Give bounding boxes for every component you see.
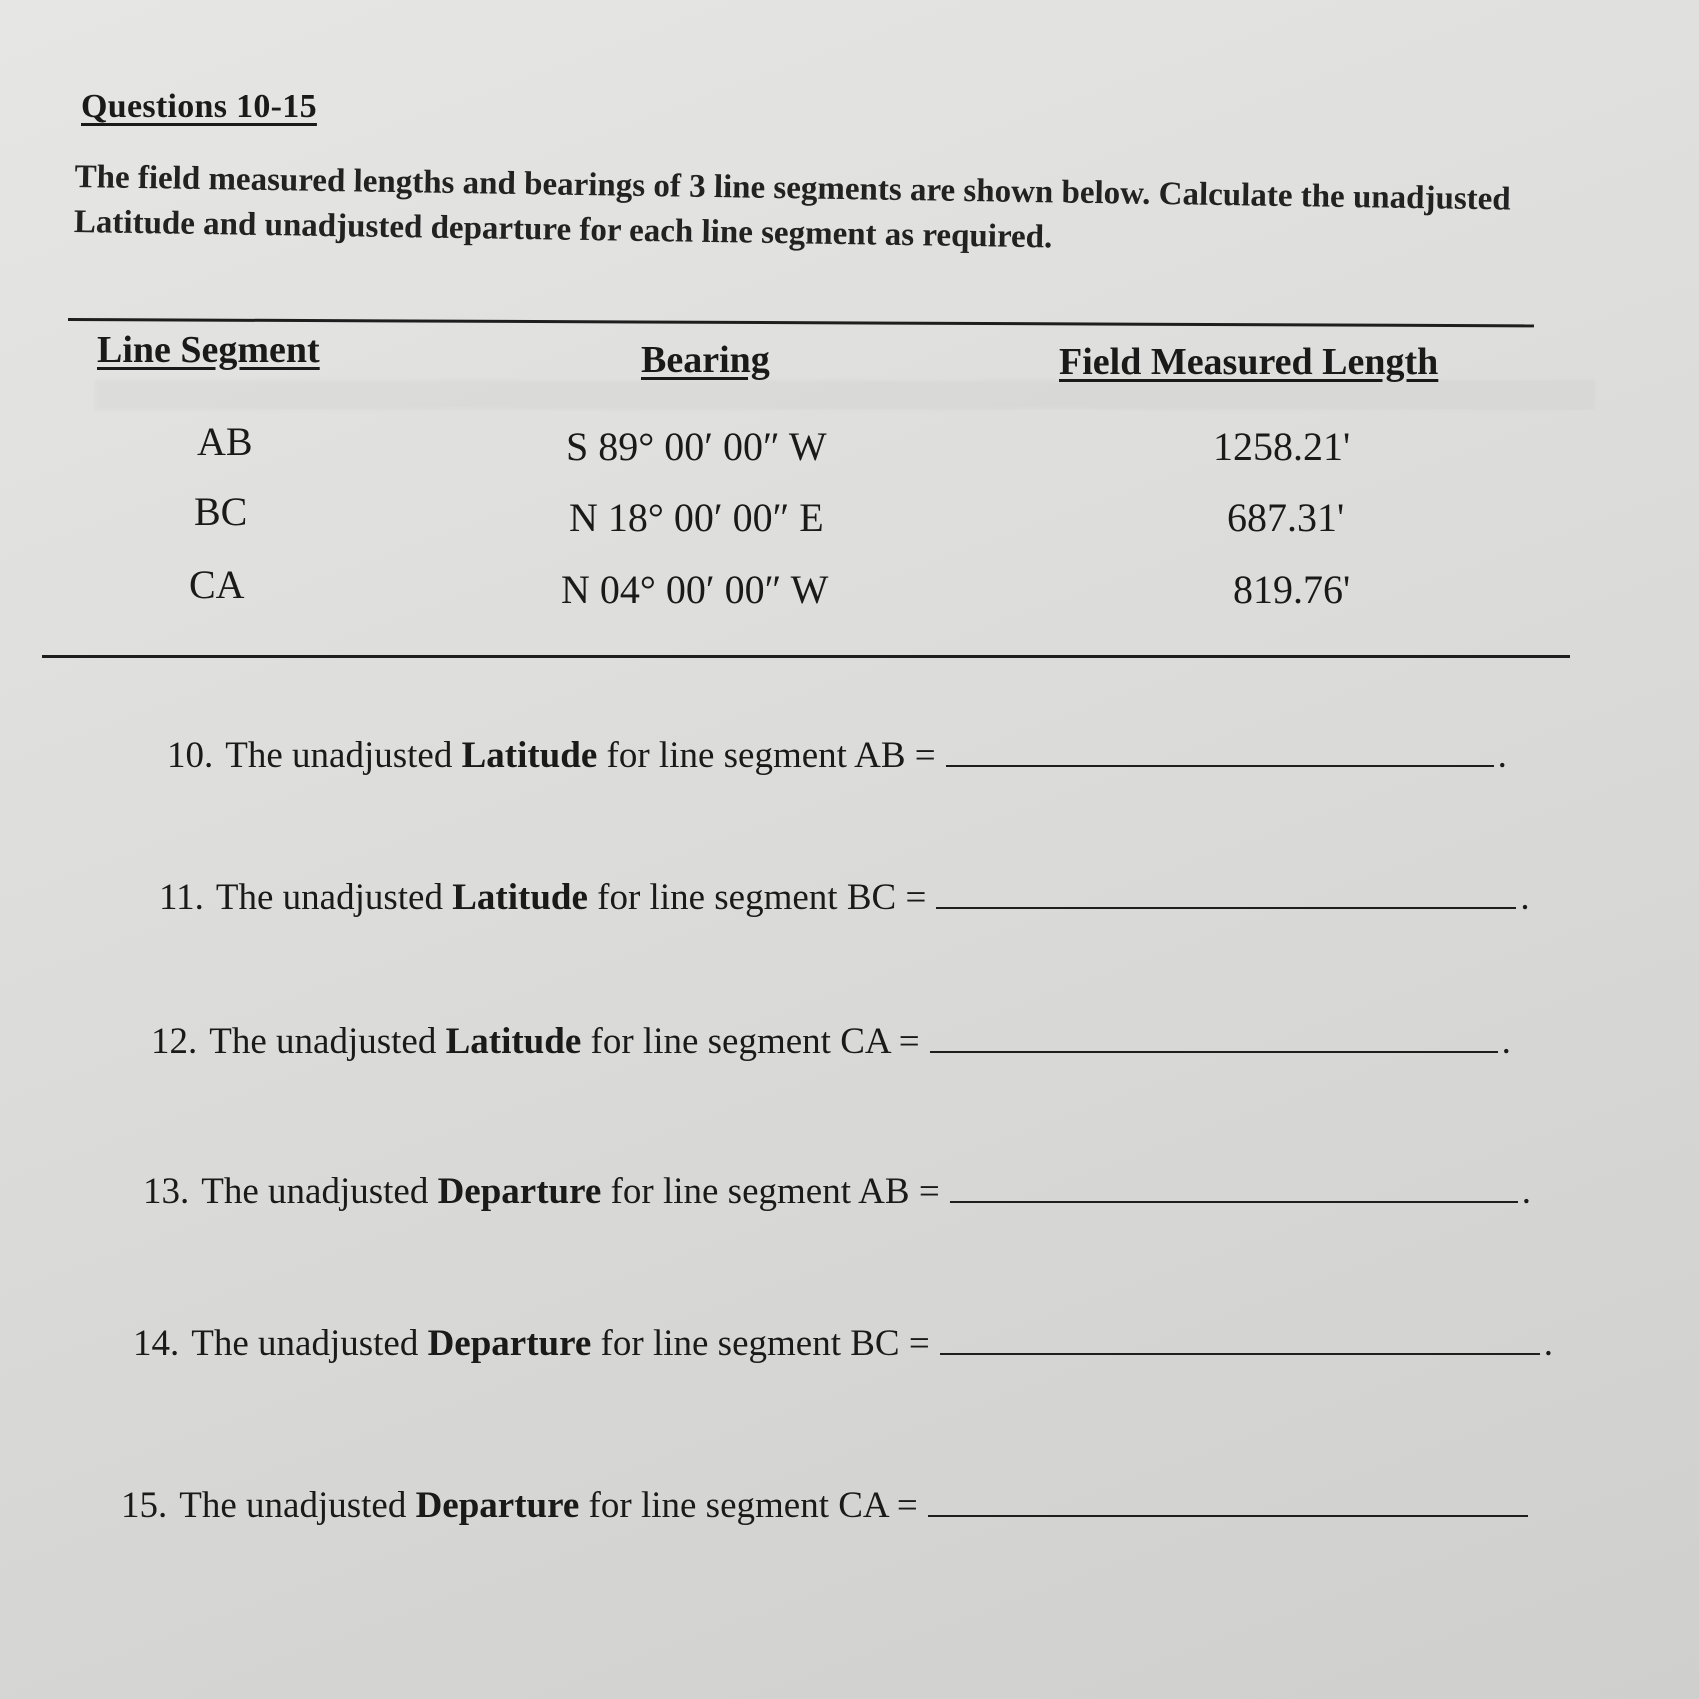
question-12	[151, 1020, 1511, 1063]
page-title: Questions 10-15	[81, 88, 317, 125]
answer-blank-12[interactable]	[930, 1031, 1498, 1053]
bleed-through	[95, 380, 1595, 410]
period: .	[1497, 735, 1507, 776]
row-ab-bearing: S 89° 00′ 00″ W	[566, 424, 827, 469]
question-keyword: Departure	[437, 1171, 602, 1212]
question-text-pre: The unadjusted	[225, 735, 453, 776]
answer-blank-15[interactable]	[928, 1495, 1528, 1517]
question-text-pre: The unadjusted	[215, 877, 443, 918]
header-field-measured-length: Field Measured Length	[1059, 341, 1439, 383]
question-13	[143, 1170, 1531, 1213]
question-text-post: for line segment AB =	[610, 1171, 940, 1212]
question-10	[167, 734, 1507, 777]
question-text-pre: The unadjusted	[191, 1323, 419, 1364]
answer-blank-10[interactable]	[946, 745, 1494, 767]
row-bc-segment: BC	[194, 489, 248, 534]
question-keyword: Latitude	[452, 877, 588, 918]
question-number: 12.	[151, 1021, 198, 1062]
question-text-pre: The unadjusted	[209, 1021, 437, 1062]
answer-blank-11[interactable]	[936, 887, 1516, 909]
question-text-post: for line segment BC =	[597, 877, 927, 918]
table-top-rule	[68, 318, 1534, 327]
row-bc-length: 687.31'	[1227, 495, 1345, 540]
question-text-post: for line segment BC =	[600, 1323, 930, 1364]
row-ab-length: 1258.21'	[1213, 424, 1351, 469]
question-text-post: for line segment CA =	[590, 1021, 920, 1062]
table-bottom-rule	[42, 655, 1570, 658]
question-number: 11.	[159, 877, 204, 918]
row-bc-bearing: N 18° 00′ 00″ E	[569, 495, 824, 540]
period: .	[1520, 877, 1530, 918]
header-line-segment: Line Segment	[97, 329, 320, 371]
question-11	[159, 876, 1530, 919]
question-keyword: Latitude	[461, 735, 598, 776]
instructions-text: The field measured lengths and bearings of 3 line segments are shown below. Calculate the unadjusted Latitude and unadjusted departure for each line segment as required.	[73, 158, 1511, 256]
question-text-pre: The unadjusted	[201, 1171, 429, 1212]
question-keyword: Departure	[427, 1323, 592, 1364]
question-15	[121, 1484, 1528, 1527]
period: .	[1543, 1323, 1553, 1364]
question-number: 15.	[121, 1485, 168, 1526]
question-number: 14.	[133, 1323, 180, 1364]
period: .	[1521, 1171, 1531, 1212]
question-14	[133, 1322, 1553, 1365]
question-text-post: for line segment AB =	[606, 735, 936, 776]
question-keyword: Departure	[415, 1485, 580, 1526]
question-keyword: Latitude	[445, 1021, 582, 1062]
question-text-post: for line segment CA =	[588, 1485, 918, 1526]
header-bearing: Bearing	[641, 339, 770, 381]
question-text-pre: The unadjusted	[179, 1485, 407, 1526]
question-number: 13.	[143, 1171, 190, 1212]
answer-blank-13[interactable]	[950, 1181, 1518, 1203]
period: .	[1501, 1021, 1511, 1062]
question-number: 10.	[167, 735, 214, 776]
answer-blank-14[interactable]	[940, 1333, 1540, 1355]
row-ca-bearing: N 04° 00′ 00″ W	[561, 567, 829, 612]
row-ab-segment: AB	[197, 419, 253, 464]
row-ca-length: 819.76'	[1233, 567, 1351, 612]
row-ca-segment: CA	[189, 562, 245, 607]
